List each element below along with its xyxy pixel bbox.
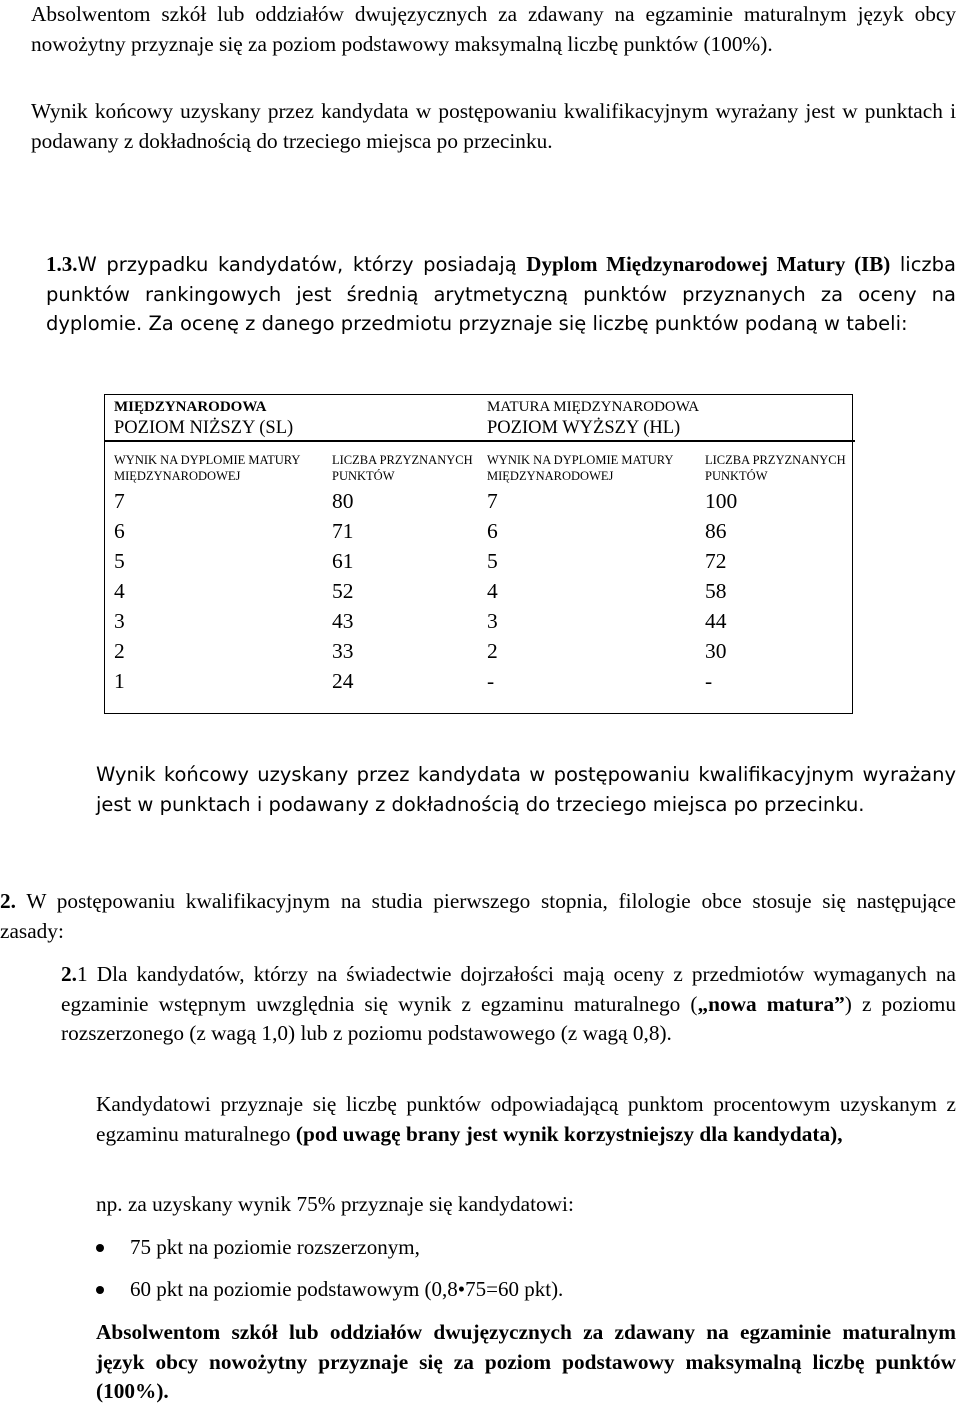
cell-sl-points: 52 (332, 579, 354, 603)
cell-hl-points: 86 (705, 519, 727, 543)
paragraph-closing-bold: Absolwentom szkół lub oddziałów dwujęzycznych za zdawany na egzaminie maturalnym język obcy nowożytny przyznaje się za poziom podstawowy maksymalną liczbę punktów (100%). (96, 1320, 956, 1403)
cell-sl-points: 80 (332, 489, 354, 513)
cell-sl-points: 24 (332, 669, 354, 693)
section-text-b: liczba punktów rankingowych jest średnią arytmetyczną punktów przyznanych za oceny na dyplomie. Za ocenę z danego przedmiotu przyznaje się liczbę punktów podaną w tabeli: (46, 253, 956, 335)
section-2 (0, 887, 956, 946)
sl-level: POZIOM NIŻSZY (SL) (114, 417, 294, 438)
cell-sl-result: 3 (114, 609, 125, 633)
cell-sl-result: 4 (114, 579, 125, 603)
paragraph-example: np. za uzyskany wynik 75% przyznaje się kandydatowi: (96, 1192, 574, 1216)
table-column-header-row (104, 441, 855, 486)
cell-sl-result: 1 (114, 669, 125, 693)
section-2-1-text-b: ) z poziomu rozszerzonego (z wagą 1,0) lub z poziomu podstawowego (z wagą 0,8). (61, 991, 956, 1045)
cell-hl-points: 30 (705, 639, 727, 663)
cell-hl-result: 3 (487, 609, 498, 633)
section-text-a: W przypadku kandydatów, którzy posiadają (77, 253, 527, 276)
hl-header (477, 394, 855, 441)
col-header-hl-points: LICZBA PRZYZNANYCH PUNKTÓW (705, 453, 846, 483)
cell-hl-points: - (705, 669, 713, 693)
table-level-row (104, 394, 855, 441)
section-2-1 (61, 960, 956, 1049)
table-row (104, 576, 855, 606)
section-2-number: 2. (0, 889, 16, 913)
cell-hl-points: 44 (705, 609, 727, 633)
table-row (104, 546, 855, 576)
col-header-sl-points: LICZBA PRZYZNANYCH PUNKTÓW (332, 453, 473, 483)
cell-sl-result: 6 (114, 519, 125, 543)
cell-hl-result: 5 (487, 549, 498, 573)
cell-hl-points: 58 (705, 579, 727, 603)
cell-hl-result: - (487, 669, 495, 693)
cell-sl-result: 2 (114, 639, 125, 663)
sl-header (104, 394, 477, 441)
cell-sl-result: 5 (114, 549, 125, 573)
table-row (104, 606, 855, 636)
table-row (104, 486, 855, 516)
table-row (104, 516, 855, 546)
cell-sl-result: 7 (114, 489, 125, 513)
bullet-list (96, 1233, 563, 1304)
paragraph-final-score-ib: Wynik końcowy uzyskany przez kandydata w postępowaniu kwalifikacyjnym wyrażany jest w punktach i podawany z dokładnością do trzeciego miejsca po przecinku. (96, 763, 956, 816)
cell-sl-points: 33 (332, 639, 354, 663)
section-1-3 (46, 250, 956, 339)
section-2-1-text-a: Dla kandydatów, którzy na świadectwie dojrzałości mają oceny z przedmiotów wymaganych na egzaminie wstępnym uwzględnia się wynik z egzaminu maturalnego ( (61, 962, 956, 1016)
bullet-icon (96, 1244, 104, 1252)
cell-hl-result: 4 (487, 579, 498, 603)
table-row (104, 636, 855, 666)
cell-sl-points: 71 (332, 519, 354, 543)
cell-hl-result: 7 (487, 489, 498, 513)
cell-hl-result: 6 (487, 519, 498, 543)
col-header-sl-result: WYNIK NA DYPLOMIE MATURY MIĘDZYNARODOWEJ (114, 453, 300, 483)
paragraph-final-score: Wynik końcowy uzyskany przez kandydata w postępowaniu kwalifikacyjnym wyrażany jest w punktach i podawany z dokładnością do trzeciego miejsca po przecinku. (31, 99, 956, 153)
section-number: 1.3. (46, 252, 78, 276)
bullet-item (96, 1233, 563, 1262)
table-row (104, 666, 855, 696)
sl-title: MIĘDZYNARODOWA (114, 398, 267, 415)
cell-hl-points: 72 (705, 549, 727, 573)
section-2-text: W postępowaniu kwalifikacyjnym na studia pierwszego stopnia, filologie obce stosuje się następujące zasady: (0, 889, 956, 943)
kandydatowi-text: Kandydatowi przyznaje się liczbę punktów odpowiadającą punktom procentowym uzyskanym z egzaminu maturalnego (96, 1092, 956, 1146)
bullet-icon (96, 1286, 104, 1294)
paragraph-bilingual-schools: Absolwentom szkół lub oddziałów dwujęzycznych za zdawany na egzaminie maturalnym język obcy nowożytny przyznaje się za poziom podstawowy maksymalną liczbę punktów (100%). (31, 2, 956, 56)
cell-hl-result: 2 (487, 639, 498, 663)
kandydatowi-bold: (pod uwagę brany jest wynik korzystniejszy dla kandydata), (295, 1121, 843, 1146)
bullet-text: 75 pkt na poziomie rozszerzonym, (130, 1235, 420, 1259)
paragraph-kandydatowi (96, 1090, 956, 1149)
hl-level: POZIOM WYŻSZY (HL) (487, 417, 681, 438)
cell-sl-points: 43 (332, 609, 354, 633)
section-2-1-number-rest: 1 (76, 962, 88, 986)
section-2-1-number: 2. (61, 962, 77, 986)
col-header-hl-result: WYNIK NA DYPLOMIE MATURY MIĘDZYNARODOWEJ (487, 453, 673, 483)
ib-points-table (104, 394, 855, 696)
section-bold-ib: Dyplom Międzynarodowej Matury (IB) (526, 252, 891, 276)
section-2-1-bold: „nowa matura” (697, 991, 845, 1016)
hl-title: MATURA MIĘDZYNARODOWA (487, 398, 700, 415)
cell-sl-points: 61 (332, 549, 354, 573)
bullet-text: 60 pkt na poziomie podstawowym (0,8•75=60 pkt). (130, 1277, 564, 1301)
cell-hl-points: 100 (705, 489, 738, 513)
bullet-item (96, 1275, 563, 1304)
